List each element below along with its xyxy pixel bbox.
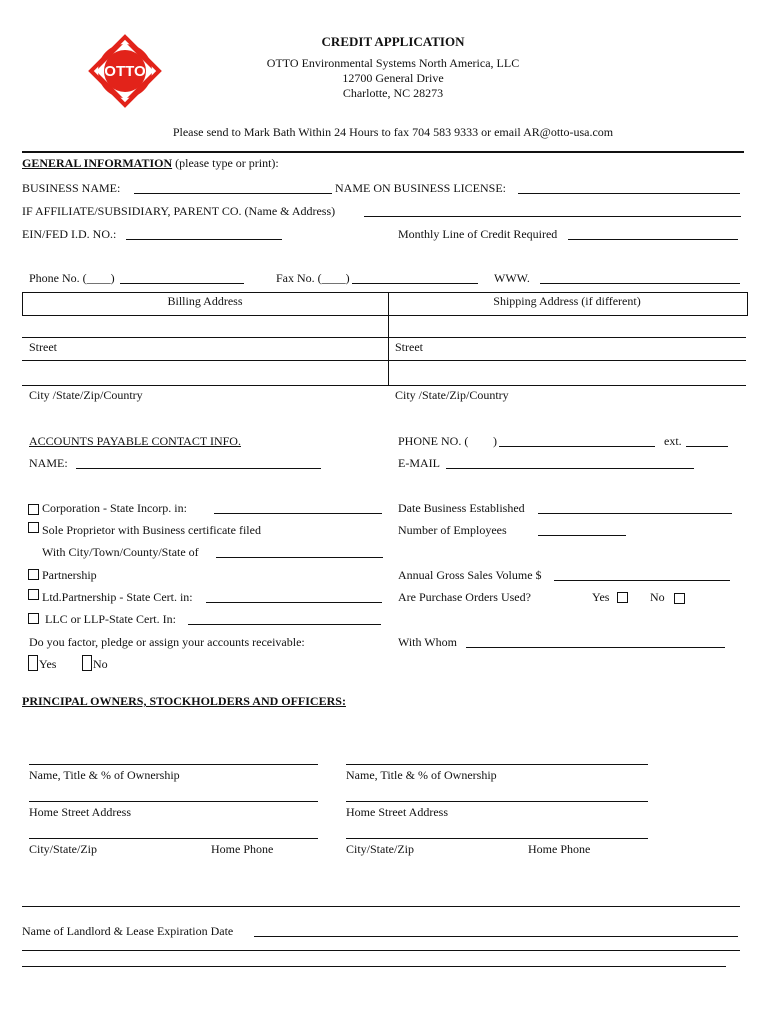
landlord-field-line-3[interactable] bbox=[22, 966, 726, 967]
ap-name-label: NAME: bbox=[29, 456, 68, 470]
company-name: OTTO Environmental Systems North America, LLC bbox=[266, 56, 520, 70]
city-field-line[interactable] bbox=[22, 385, 746, 386]
affiliate-label: IF AFFILIATE/SUBSIDIARY, PARENT CO. (Name & Address) bbox=[22, 204, 336, 218]
factor-yes-checkbox[interactable] bbox=[28, 655, 38, 671]
sole-prop-checkbox[interactable] bbox=[28, 522, 39, 533]
principal1-city-field[interactable] bbox=[29, 838, 318, 839]
sales-field[interactable] bbox=[554, 580, 730, 581]
principal2-street-label: Home Street Address bbox=[346, 805, 448, 819]
send-instructions: Please send to Mark Bath Within 24 Hours to fax 704 583 9333 or email AR@otto-usa.com bbox=[172, 125, 614, 139]
general-heading-label: GENERAL INFORMATION bbox=[22, 156, 173, 170]
license-name-field[interactable] bbox=[518, 193, 740, 194]
landlord-top-divider bbox=[22, 906, 740, 907]
po-question: Are Purchase Orders Used? bbox=[398, 590, 531, 604]
po-yes-label: Yes bbox=[592, 590, 610, 604]
principal1-name-field[interactable] bbox=[29, 764, 318, 765]
factor-no-checkbox[interactable] bbox=[82, 655, 92, 671]
ap-phone-close: ) bbox=[493, 434, 497, 448]
company-address: 12700 General Drive bbox=[342, 71, 444, 85]
general-heading-note: (please type or print): bbox=[175, 156, 279, 170]
general-heading bbox=[22, 156, 279, 171]
ltd-label: Ltd.Partnership - State Cert. in: bbox=[42, 590, 193, 604]
company-city: Charlotte, NC 28273 bbox=[342, 86, 444, 100]
billing-street-label: Street bbox=[29, 340, 57, 354]
landlord-field[interactable] bbox=[254, 936, 738, 937]
ap-phone-field[interactable] bbox=[499, 446, 655, 447]
landlord-label: Name of Landlord & Lease Expiration Date bbox=[22, 924, 234, 938]
factor-no-label: No bbox=[93, 657, 108, 671]
employees-label: Number of Employees bbox=[398, 523, 507, 537]
phone-field[interactable] bbox=[120, 283, 244, 284]
corporation-label: Corporation - State Incorp. in: bbox=[42, 501, 187, 515]
billing-street-field[interactable] bbox=[22, 337, 746, 338]
www-label: WWW. bbox=[494, 271, 530, 285]
ltd-state-field[interactable] bbox=[206, 602, 382, 603]
license-name-label: NAME ON BUSINESS LICENSE: bbox=[335, 181, 507, 195]
po-yes-checkbox[interactable] bbox=[617, 592, 628, 603]
employees-field[interactable] bbox=[538, 535, 626, 536]
with-city-label: With City/Town/County/State of bbox=[42, 545, 199, 559]
established-label: Date Business Established bbox=[398, 501, 525, 515]
principal1-street-field[interactable] bbox=[29, 801, 318, 802]
with-whom-label: With Whom bbox=[398, 635, 457, 649]
www-field[interactable] bbox=[540, 283, 740, 284]
principal2-city-field[interactable] bbox=[346, 838, 648, 839]
fax-label: Fax No. (____) bbox=[276, 271, 350, 285]
ein-label: EIN/FED I.D. NO.: bbox=[22, 227, 117, 241]
corporation-state-field[interactable] bbox=[214, 513, 382, 514]
llc-label: LLC or LLP-State Cert. In: bbox=[45, 612, 176, 626]
ap-ext-field[interactable] bbox=[686, 446, 728, 447]
principal2-phone-label: Home Phone bbox=[528, 842, 591, 856]
factor-question: Do you factor, pledge or assign your accounts receivable: bbox=[29, 635, 305, 649]
ap-contact-heading: ACCOUNTS PAYABLE CONTACT INFO. bbox=[29, 434, 241, 448]
partnership-label: Partnership bbox=[42, 568, 97, 582]
shipping-street-label: Street bbox=[395, 340, 423, 354]
principal2-city-label: City/State/Zip bbox=[346, 842, 414, 856]
po-no-checkbox[interactable] bbox=[674, 593, 685, 604]
ap-email-field[interactable] bbox=[446, 468, 694, 469]
affiliate-field[interactable] bbox=[364, 216, 741, 217]
phone-label: Phone No. (____) bbox=[29, 271, 115, 285]
shipping-address-label: Shipping Address (if different) bbox=[493, 294, 641, 308]
principal1-street-label: Home Street Address bbox=[29, 805, 131, 819]
header-divider bbox=[22, 151, 744, 153]
ap-ext-label: ext. bbox=[664, 434, 682, 448]
partnership-checkbox[interactable] bbox=[28, 569, 39, 580]
sole-prop-label: Sole Proprietor with Business certificate filed bbox=[42, 523, 261, 537]
ap-name-field[interactable] bbox=[76, 468, 321, 469]
principal1-name-label: Name, Title & % of Ownership bbox=[29, 768, 180, 782]
principal1-city-label: City/State/Zip bbox=[29, 842, 97, 856]
po-no-label: No bbox=[650, 590, 665, 604]
page-title: CREDIT APPLICATION bbox=[321, 34, 465, 49]
billing-address-label: Billing Address bbox=[167, 294, 243, 308]
business-name-label: BUSINESS NAME: bbox=[22, 181, 121, 195]
landlord-field-line-2[interactable] bbox=[22, 950, 740, 951]
street-row-divider bbox=[22, 360, 746, 361]
principal1-phone-label: Home Phone bbox=[211, 842, 274, 856]
credit-line-label: Monthly Line of Credit Required bbox=[398, 227, 558, 241]
with-whom-field[interactable] bbox=[466, 647, 725, 648]
ap-email-label: E-MAIL bbox=[398, 456, 440, 470]
established-field[interactable] bbox=[538, 513, 732, 514]
principal2-street-field[interactable] bbox=[346, 801, 648, 802]
with-city-field[interactable] bbox=[216, 557, 383, 558]
ap-phone-label: PHONE NO. ( bbox=[398, 434, 469, 448]
llc-state-field[interactable] bbox=[188, 624, 381, 625]
principals-heading: PRINCIPAL OWNERS, STOCKHOLDERS AND OFFICERS: bbox=[22, 694, 346, 708]
business-name-field[interactable] bbox=[134, 193, 332, 194]
ein-field[interactable] bbox=[126, 239, 282, 240]
sales-label: Annual Gross Sales Volume $ bbox=[398, 568, 542, 582]
factor-yes-label: Yes bbox=[39, 657, 57, 671]
logo-text: OTTO bbox=[104, 63, 146, 80]
corporation-checkbox[interactable] bbox=[28, 504, 39, 515]
ltd-checkbox[interactable] bbox=[28, 589, 39, 600]
fax-field[interactable] bbox=[352, 283, 478, 284]
principal2-name-label: Name, Title & % of Ownership bbox=[346, 768, 497, 782]
llc-checkbox[interactable] bbox=[28, 613, 39, 624]
principal2-name-field[interactable] bbox=[346, 764, 648, 765]
billing-city-label: City /State/Zip/Country bbox=[29, 388, 143, 402]
credit-line-field[interactable] bbox=[568, 239, 738, 240]
shipping-city-label: City /State/Zip/Country bbox=[395, 388, 509, 402]
